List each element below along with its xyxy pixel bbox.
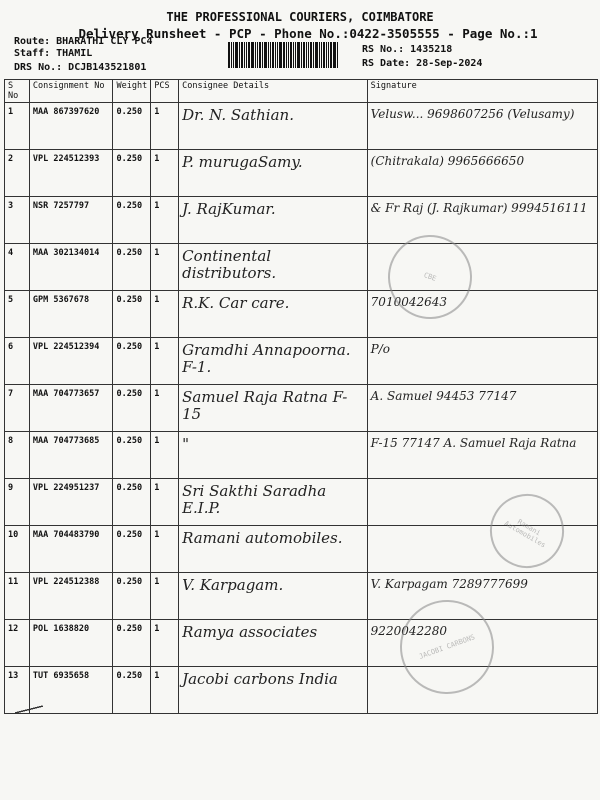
weight-value: 0.250 — [116, 483, 143, 493]
consignment-cell — [29, 526, 113, 573]
pcs-cell — [151, 338, 179, 385]
pcs-cell — [151, 291, 179, 338]
signature-text: & Fr Raj (J. Rajkumar) 9994516111 — [370, 201, 588, 215]
signature-cell — [367, 385, 597, 432]
consignee-name: " — [182, 435, 189, 453]
table-row — [5, 244, 598, 291]
weight-cell — [113, 479, 151, 526]
sno-value: 1 — [8, 107, 14, 117]
consignment-value: POL 1638820 — [32, 624, 90, 634]
consignment-value: MAA 704483790 — [32, 530, 100, 540]
consignee-cell — [179, 432, 368, 479]
consignee-cell — [179, 197, 368, 244]
pcs-value: 1 — [154, 671, 160, 681]
table-header-row — [5, 80, 598, 103]
consignee-name: Samuel Raja Ratna F-15 — [182, 388, 348, 423]
sno-value: 10 — [8, 530, 19, 540]
sno-value: 13 — [8, 671, 19, 681]
consignment-value: MAA 704773657 — [32, 389, 100, 399]
col-weight: Weight — [113, 80, 151, 103]
ramani-stamp: Ramani Automobiles — [476, 480, 577, 581]
sno-value: 9 — [8, 483, 14, 493]
cbe-stamp: CBE — [376, 223, 484, 331]
rs-number: RS No.: 1435218 — [362, 44, 453, 55]
staff-label: Staff: THAMIL — [14, 48, 93, 59]
table-row — [5, 150, 598, 197]
signature-text: V. Karpagam 7289777699 — [370, 577, 528, 591]
consignee-cell — [179, 526, 368, 573]
jacobi-stamp: JACOBI CARBONS — [387, 587, 507, 707]
signature-cell — [367, 479, 597, 526]
sno-cell — [5, 573, 30, 620]
barcode — [228, 42, 354, 68]
weight-value: 0.250 — [116, 107, 143, 117]
pcs-cell — [151, 526, 179, 573]
signature-cell — [367, 573, 597, 620]
table-row — [5, 338, 598, 385]
sno-cell — [5, 291, 30, 338]
sno-value: 2 — [8, 154, 14, 164]
consignee-name: Ramani automobiles. — [182, 529, 343, 547]
consignment-value: VPL 224512393 — [32, 154, 100, 164]
weight-value: 0.250 — [116, 342, 143, 352]
consignment-value: VPL 224512394 — [32, 342, 100, 352]
signature-text: 7010042643 — [370, 295, 448, 309]
weight-value: 0.250 — [116, 201, 143, 211]
signature-text: F-15 77147 A. Samuel Raja Ratna — [370, 436, 577, 450]
pcs-cell — [151, 385, 179, 432]
consignment-cell — [29, 385, 113, 432]
weight-cell — [113, 103, 151, 150]
pcs-value: 1 — [154, 624, 160, 634]
signature-cell — [367, 432, 597, 479]
consignment-cell — [29, 620, 113, 667]
weight-value: 0.250 — [116, 389, 143, 399]
col-consignee: Consignee Details — [179, 80, 368, 103]
consignee-cell — [179, 573, 368, 620]
signature-text: Velusw... 9698607256 (Velusamy) — [370, 107, 575, 121]
sno-value: 5 — [8, 295, 14, 305]
sno-cell — [5, 385, 30, 432]
consignment-value: TUT 6935658 — [32, 671, 90, 681]
consignment-cell — [29, 573, 113, 620]
consignee-name: J. RajKumar. — [182, 200, 276, 218]
pcs-cell — [151, 150, 179, 197]
consignment-value: MAA 302134014 — [32, 248, 100, 258]
sno-value: 3 — [8, 201, 14, 211]
table-row — [5, 667, 598, 714]
weight-cell — [113, 573, 151, 620]
consignee-name: Continental distributors. — [182, 247, 277, 282]
consignee-name: V. Karpagam. — [182, 576, 284, 594]
weight-value: 0.250 — [116, 248, 143, 258]
weight-cell — [113, 667, 151, 714]
consignment-value: NSR 7257797 — [32, 201, 90, 211]
pcs-value: 1 — [154, 436, 160, 446]
consignment-cell — [29, 103, 113, 150]
drs-number: DRS No.: DCJB143521801 — [14, 62, 147, 73]
consignee-cell — [179, 150, 368, 197]
consignment-value: VPL 224512388 — [32, 577, 100, 587]
table-row — [5, 291, 598, 338]
pcs-value: 1 — [154, 530, 160, 540]
signature-text: P/o — [370, 342, 391, 356]
sno-value: 12 — [8, 624, 19, 634]
pcs-cell — [151, 620, 179, 667]
sno-cell — [5, 338, 30, 385]
weight-cell — [113, 291, 151, 338]
pcs-value: 1 — [154, 342, 160, 352]
sno-cell — [5, 432, 30, 479]
table-row — [5, 197, 598, 244]
weight-value: 0.250 — [116, 624, 143, 634]
delivery-table — [4, 79, 598, 714]
pcs-value: 1 — [154, 201, 160, 211]
pcs-value: 1 — [154, 154, 160, 164]
table-row — [5, 103, 598, 150]
weight-cell — [113, 385, 151, 432]
sno-cell — [5, 526, 30, 573]
signature-text: 9220042280 — [370, 624, 448, 638]
consignment-cell — [29, 197, 113, 244]
sno-cell — [5, 667, 30, 714]
table-row — [5, 385, 598, 432]
table-row — [5, 620, 598, 667]
table-row — [5, 432, 598, 479]
consignee-cell — [179, 479, 368, 526]
sno-cell — [5, 150, 30, 197]
consignee-name: Ramya associates — [182, 623, 318, 641]
consignment-value: MAA 867397620 — [32, 107, 100, 117]
pcs-cell — [151, 432, 179, 479]
weight-value: 0.250 — [116, 295, 143, 305]
consignee-cell — [179, 244, 368, 291]
col-pcs: PCS — [151, 80, 179, 103]
consignee-cell — [179, 338, 368, 385]
weight-value: 0.250 — [116, 154, 143, 164]
pcs-cell — [151, 667, 179, 714]
sno-cell — [5, 479, 30, 526]
consignment-value: MAA 704773685 — [32, 436, 100, 446]
pcs-value: 1 — [154, 107, 160, 117]
consignment-cell — [29, 244, 113, 291]
consignee-name: Dr. N. Sathian. — [182, 106, 294, 124]
pcs-cell — [151, 244, 179, 291]
signature-cell — [367, 197, 597, 244]
sno-cell — [5, 244, 30, 291]
col-sno: S No — [5, 80, 30, 103]
col-signature: Signature — [367, 80, 597, 103]
consignee-name: Sri Sakthi Saradha E.I.P. — [182, 482, 327, 517]
weight-cell — [113, 432, 151, 479]
consignee-cell — [179, 667, 368, 714]
weight-cell — [113, 244, 151, 291]
consignment-cell — [29, 479, 113, 526]
table-row — [5, 573, 598, 620]
consignment-cell — [29, 432, 113, 479]
rs-date: RS Date: 28-Sep-2024 — [362, 58, 483, 69]
pcs-cell — [151, 573, 179, 620]
route-label: Route: BHARATHI CLY PC4 — [14, 36, 153, 47]
consignee-cell — [179, 103, 368, 150]
weight-value: 0.250 — [116, 577, 143, 587]
signature-text: A. Samuel 94453 77147 — [370, 389, 517, 403]
signature-text: (Chitrakala) 9965666650 — [370, 154, 525, 168]
consignment-value: GPM 5367678 — [32, 295, 90, 305]
sno-value: 6 — [8, 342, 14, 352]
company-name: THE PROFESSIONAL COURIERS, COIMBATORE — [166, 10, 434, 24]
pcs-value: 1 — [154, 389, 160, 399]
pcs-value: 1 — [154, 577, 160, 587]
weight-cell — [113, 620, 151, 667]
sno-cell — [5, 103, 30, 150]
consignee-name: Jacobi carbons India — [182, 670, 338, 688]
signature-cell — [367, 103, 597, 150]
consignee-name: Gramdhi Annapoorna. F-1. — [182, 341, 351, 376]
sno-value: 7 — [8, 389, 14, 399]
pcs-cell — [151, 103, 179, 150]
consignee-name: R.K. Car care. — [182, 294, 290, 312]
weight-cell — [113, 150, 151, 197]
pcs-value: 1 — [154, 248, 160, 258]
signature-cell — [367, 150, 597, 197]
sno-value: 8 — [8, 436, 14, 446]
weight-cell — [113, 526, 151, 573]
pcs-value: 1 — [154, 295, 160, 305]
consignee-cell — [179, 385, 368, 432]
consignment-cell — [29, 150, 113, 197]
weight-value: 0.250 — [116, 530, 143, 540]
sno-cell — [5, 620, 30, 667]
weight-value: 0.250 — [116, 671, 143, 681]
consignee-name: P. murugaSamy. — [182, 153, 303, 171]
weight-cell — [113, 338, 151, 385]
weight-cell — [113, 197, 151, 244]
sno-value: 11 — [8, 577, 19, 587]
consignment-cell — [29, 291, 113, 338]
pcs-cell — [151, 479, 179, 526]
pcs-value: 1 — [154, 483, 160, 493]
weight-value: 0.250 — [116, 436, 143, 446]
sno-cell — [5, 197, 30, 244]
consignee-cell — [179, 620, 368, 667]
runsheet-title: Delivery Runsheet - PCP - Phone No.:0422-3505555 - Page No.:1 — [78, 26, 538, 41]
signature-cell — [367, 338, 597, 385]
sno-value: 4 — [8, 248, 14, 258]
consignment-cell — [29, 338, 113, 385]
pcs-cell — [151, 197, 179, 244]
consignment-value: VPL 224951237 — [32, 483, 100, 493]
col-consignment: Consignment No — [29, 80, 113, 103]
consignee-cell — [179, 291, 368, 338]
